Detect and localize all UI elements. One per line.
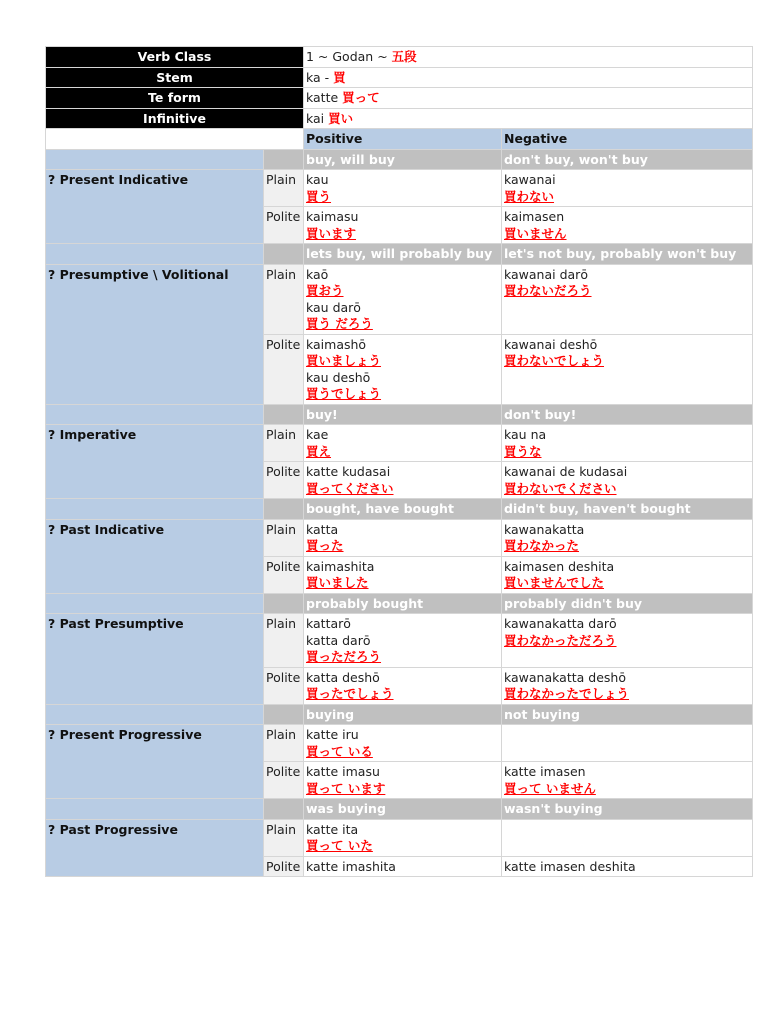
romaji-text: katte kudasai (306, 464, 391, 479)
kana-form: 買って いません (504, 780, 596, 796)
tense-label: ? Imperative (46, 425, 264, 499)
tense-label: ? Present Progressive (46, 725, 264, 799)
romaji-text: kau na (504, 427, 547, 442)
plain-form-label: Plain (264, 725, 304, 762)
meaning-blank-cell (46, 799, 264, 820)
romaji-text: kawanakatta deshō (504, 669, 626, 685)
romaji-text: kaimasen deshita (504, 558, 615, 574)
romaji-text: katte iru (306, 727, 359, 742)
negative-meaning: let's not buy, probably won't buy (502, 244, 753, 265)
romaji-text: kawanai de kudasai (504, 464, 628, 479)
plain-positive-cell (304, 519, 502, 556)
romaji-text: kawanakatta (504, 521, 585, 537)
meaning-row (46, 404, 753, 425)
polite-form-label: Polite (264, 334, 304, 404)
meaning-row (46, 244, 753, 265)
plain-form-label: Plain (264, 425, 304, 462)
kana-form: 買う (306, 188, 332, 204)
romaji-text: katte imashita (306, 858, 396, 874)
negative-meaning: don't buy, won't buy (502, 149, 753, 170)
kana-form: 買うな (504, 443, 542, 459)
kana-form: 買ったでしょう (306, 686, 394, 701)
meaning-blank-form-cell (264, 799, 304, 820)
infinitive-label: Infinitive (46, 108, 304, 129)
polite-form-label: Polite (264, 762, 304, 799)
negative-meaning: don't buy! (502, 404, 753, 425)
polite-positive-cell (304, 207, 502, 244)
plain-form-label: Plain (264, 264, 304, 334)
polite-negative-cell (502, 556, 753, 593)
kana-form: 買わない (504, 188, 555, 204)
plain-row (46, 725, 753, 762)
kana-form: 買わないだろう (504, 283, 592, 298)
plain-form-label: Plain (264, 819, 304, 856)
te-form-value: katte 買って (304, 88, 753, 109)
meaning-blank-form-cell (264, 499, 304, 520)
meaning-row (46, 799, 753, 820)
infinitive-value: kai 買い (304, 108, 753, 129)
kana-form: 買って います (306, 780, 386, 796)
romaji-text: katta (306, 521, 339, 537)
plain-negative-cell (502, 614, 753, 668)
plain-row (46, 425, 753, 462)
meaning-blank-cell (46, 499, 264, 520)
polite-positive-cell (304, 856, 502, 877)
polite-positive-cell (304, 556, 502, 593)
polite-positive-cell (304, 667, 502, 704)
meaning-blank-form-cell (264, 704, 304, 725)
conjugation-sheet (45, 46, 752, 877)
stem-row (46, 67, 753, 88)
romaji-text: kaimashō (306, 336, 367, 352)
romaji-text: katte imasu (306, 764, 380, 779)
romaji-text: katte ita (306, 821, 359, 837)
verb-class-label: Verb Class (46, 47, 304, 68)
stem-value: ka - 買 (304, 67, 753, 88)
romaji-text: katta deshō (306, 669, 380, 685)
negative-meaning: probably didn't buy (502, 593, 753, 614)
polite-negative-cell (502, 856, 753, 877)
romaji-text: kae (306, 427, 329, 442)
meaning-blank-cell (46, 404, 264, 425)
meaning-row (46, 149, 753, 170)
positive-meaning: buying (304, 704, 502, 725)
column-header-row (46, 129, 753, 150)
kana-form: 買うでしょう (306, 386, 382, 401)
plain-positive-cell (304, 425, 502, 462)
kana-form: 買え (306, 443, 332, 459)
stem-kanji: 買 (333, 69, 346, 85)
infinitive-kanji: 買い (328, 110, 354, 126)
polite-negative-cell (502, 334, 753, 404)
polite-negative-cell (502, 667, 753, 704)
negative-meaning: not buying (502, 704, 753, 725)
plain-row (46, 614, 753, 668)
kana-form: 買って いる (306, 743, 373, 759)
meaning-blank-cell (46, 149, 264, 170)
positive-meaning: bought, have bought (304, 499, 502, 520)
plain-form-label: Plain (264, 614, 304, 668)
romaji-text: kaimasu (306, 209, 359, 224)
negative-meaning: wasn't buying (502, 799, 753, 820)
tense-label: ? Past Presumptive (46, 614, 264, 705)
romaji-text: kaō (306, 266, 329, 282)
negative-header: Negative (502, 129, 753, 150)
plain-row (46, 264, 753, 334)
romaji-text: kau deshō (306, 369, 371, 385)
verb-class-kanji: 五段 (391, 49, 417, 64)
polite-negative-cell (502, 762, 753, 799)
tense-label: ? Past Progressive (46, 819, 264, 877)
kana-form: 買いました (306, 575, 369, 590)
te-form-row (46, 88, 753, 109)
stem-label: Stem (46, 67, 304, 88)
kana-form: 買いません (504, 225, 567, 241)
kana-form: 買います (306, 225, 357, 241)
romaji-text: kawanai (504, 172, 556, 187)
positive-meaning: buy, will buy (304, 149, 502, 170)
romaji-text: kawanai deshō (504, 336, 598, 352)
polite-negative-cell (502, 207, 753, 244)
polite-form-label: Polite (264, 667, 304, 704)
romaji-text: kau darō (306, 299, 361, 315)
polite-form-label: Polite (264, 462, 304, 499)
meaning-row (46, 499, 753, 520)
plain-negative-cell (502, 519, 753, 556)
meaning-blank-form-cell (264, 149, 304, 170)
polite-positive-cell (304, 762, 502, 799)
kana-form: 買おう (306, 283, 344, 298)
meaning-blank-cell (46, 704, 264, 725)
romaji-text: kaimasen (504, 209, 565, 224)
meaning-blank-form-cell (264, 404, 304, 425)
positive-meaning: lets buy, will probably buy (304, 244, 502, 265)
tense-label: ? Present Indicative (46, 170, 264, 244)
verb-class-value: 1 ~ Godan ~ 五段 (304, 47, 753, 68)
meaning-blank-form-cell (264, 593, 304, 614)
polite-positive-cell (304, 462, 502, 499)
kana-form: 買う だろう (306, 316, 373, 331)
polite-negative-cell (502, 462, 753, 499)
polite-form-label: Polite (264, 556, 304, 593)
kana-form: 買わないでください (504, 480, 617, 496)
kana-form: 買っただろう (306, 649, 382, 664)
plain-form-label: Plain (264, 519, 304, 556)
kana-form: 買った (306, 538, 344, 553)
te-form-kanji: 買って (342, 90, 380, 105)
romaji-text: kawanai darō (504, 266, 588, 282)
plain-row (46, 519, 753, 556)
meaning-blank-form-cell (264, 244, 304, 265)
romaji-text: katte imasen (504, 764, 586, 779)
positive-meaning: probably bought (304, 593, 502, 614)
kana-form: 買わなかったでしょう (504, 686, 630, 701)
romaji-text: kau (306, 172, 329, 187)
kana-form: 買わなかった (504, 538, 580, 553)
plain-positive-cell (304, 614, 502, 668)
plain-row (46, 819, 753, 856)
polite-form-label: Polite (264, 856, 304, 877)
infinitive-row (46, 108, 753, 129)
plain-negative-cell (502, 264, 753, 334)
plain-form-label: Plain (264, 170, 304, 207)
meaning-blank-cell (46, 593, 264, 614)
positive-header: Positive (304, 129, 502, 150)
romaji-text: katta darō (306, 632, 371, 648)
plain-negative-cell (502, 425, 753, 462)
plain-negative-cell (502, 170, 753, 207)
kana-form: 買わないでしょう (504, 353, 605, 368)
kana-form: 買ってください (306, 480, 394, 496)
plain-positive-cell (304, 170, 502, 207)
plain-negative-cell (502, 819, 753, 856)
meaning-row (46, 704, 753, 725)
romaji-text: kawanakatta darō (504, 616, 617, 631)
verb-class-row (46, 47, 753, 68)
kana-form: 買いませんでした (504, 575, 605, 590)
plain-positive-cell (304, 264, 502, 334)
kana-form: 買わなかっただろう (504, 632, 617, 648)
kana-form: 買って いた (306, 838, 373, 853)
positive-meaning: was buying (304, 799, 502, 820)
romaji-text: kattarō (306, 616, 351, 631)
negative-meaning: didn't buy, haven't bought (502, 499, 753, 520)
plain-positive-cell (304, 725, 502, 762)
romaji-text: kaimashita (306, 558, 375, 574)
tense-label: ? Past Indicative (46, 519, 264, 593)
plain-negative-cell (502, 725, 753, 762)
te-form-label: Te form (46, 88, 304, 109)
meaning-row (46, 593, 753, 614)
meaning-blank-cell (46, 244, 264, 265)
positive-meaning: buy! (304, 404, 502, 425)
blank-header-cell (46, 129, 304, 150)
conjugation-table (45, 46, 753, 877)
polite-positive-cell (304, 334, 502, 404)
plain-positive-cell (304, 819, 502, 856)
romaji-text: katte imasen deshita (504, 858, 636, 874)
polite-form-label: Polite (264, 207, 304, 244)
tense-label: ? Presumptive \ Volitional (46, 264, 264, 404)
plain-row (46, 170, 753, 207)
kana-form: 買いましょう (306, 353, 382, 368)
